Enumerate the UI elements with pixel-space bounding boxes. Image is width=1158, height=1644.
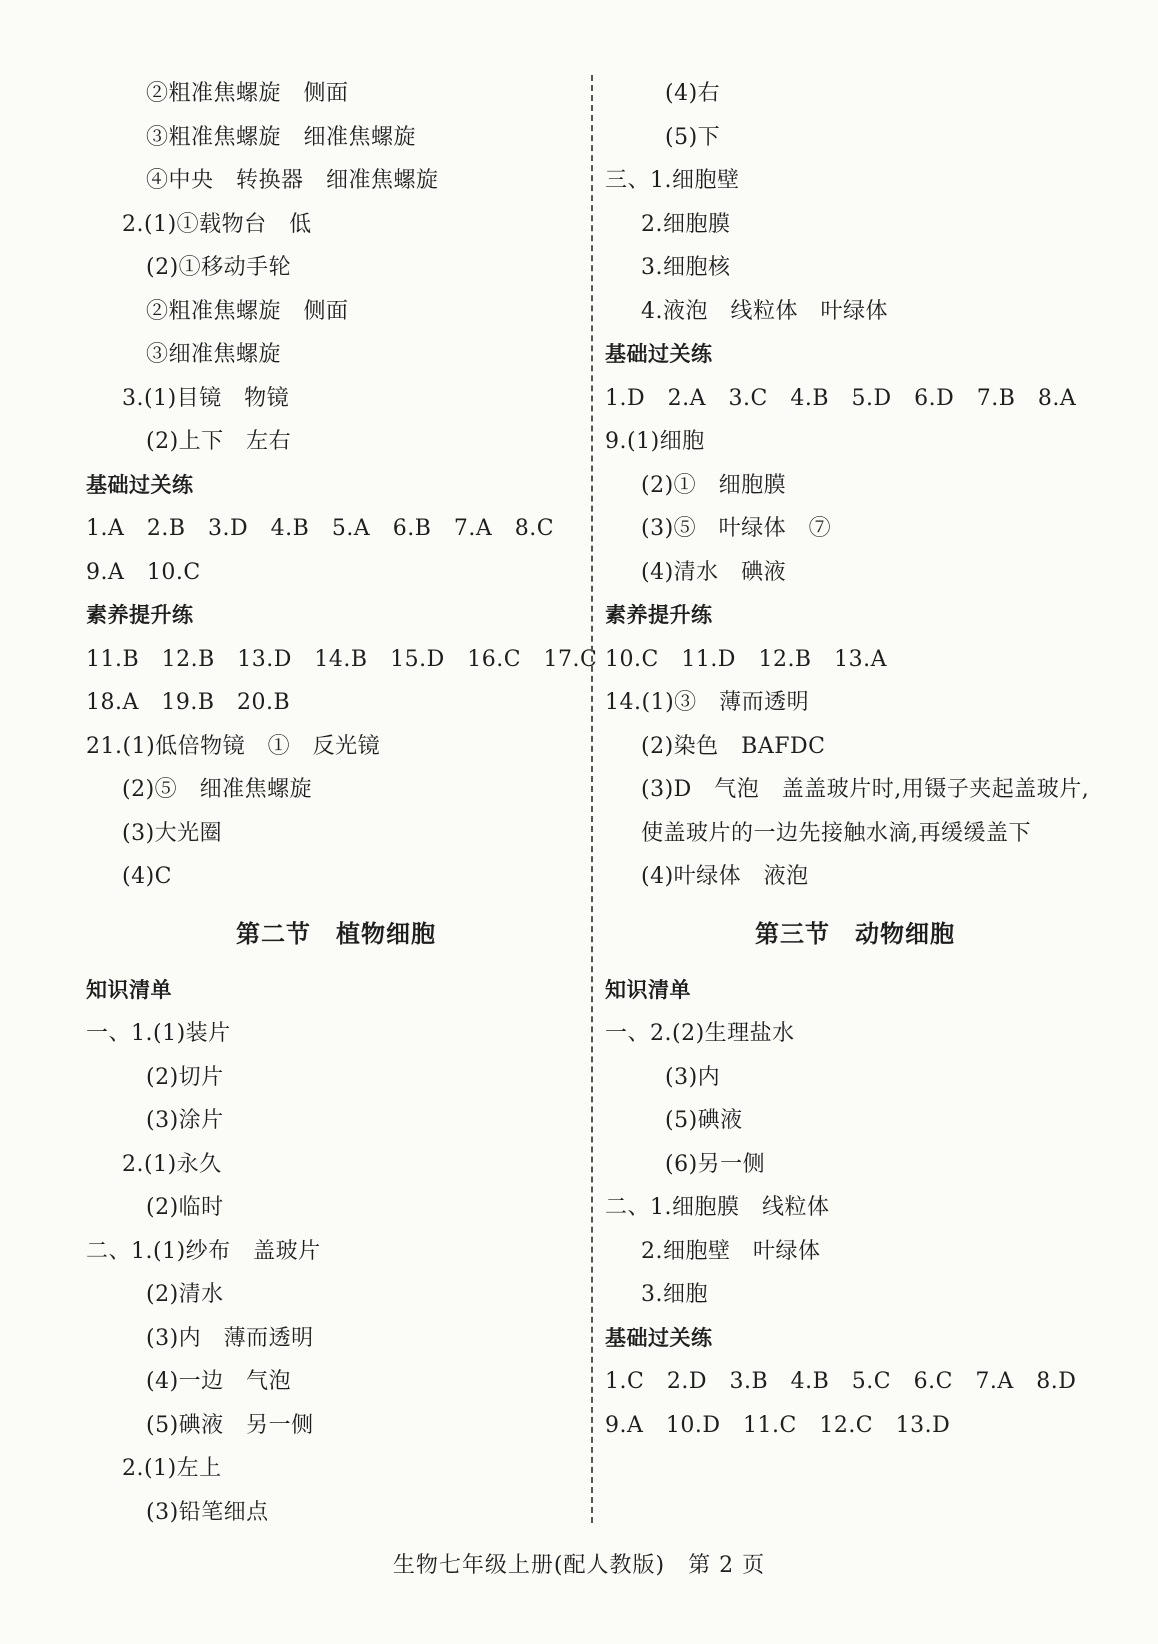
- answer-line: 1.A 2.B 3.D 4.B 5.A 6.B 7.A 8.C: [86, 516, 555, 541]
- page-footer: 生物七年级上册(配人教版) 第 2 页: [392, 1553, 766, 1578]
- answer-line: (5)碘液: [665, 1108, 743, 1133]
- answer-line: (5)下: [665, 124, 721, 150]
- answer-line: (3)内 薄而透明: [146, 1325, 314, 1351]
- answer-line: (2)①移动手轮: [146, 255, 292, 280]
- section-title: 第三节 动物细胞: [755, 919, 955, 948]
- answer-line: 4.液泡 线粒体 叶绿体: [641, 298, 888, 324]
- answer-line: 9.(1)细胞: [605, 429, 705, 454]
- answer-line: (2)切片: [146, 1064, 224, 1090]
- subsection-heading: 知识清单: [605, 977, 691, 1002]
- answer-line: (2)上下 左右: [146, 429, 292, 454]
- answer-line: 3.细胞核: [641, 255, 731, 280]
- answer-line: (6)另一侧: [665, 1151, 766, 1177]
- answer-line: 2.(1)①载物台 低: [122, 211, 312, 237]
- answer-line: 18.A 19.B 20.B: [86, 690, 291, 715]
- right-column: [605, 72, 1105, 1447]
- answer-line: 2.(1)左上: [122, 1456, 222, 1481]
- subsection-heading: 基础过关练: [605, 1325, 713, 1350]
- answer-line: 10.C 11.D 12.B 13.A: [605, 646, 887, 672]
- answer-line: (4)右: [665, 81, 721, 106]
- answer-line: (3)大光圈: [122, 820, 223, 846]
- answer-line: 9.A 10.C: [86, 559, 201, 585]
- answer-line: 二、1.细胞膜 线粒体: [605, 1195, 830, 1220]
- answer-line: 2.(1)永久: [122, 1151, 222, 1177]
- answer-line: ③粗准焦螺旋 细准焦螺旋: [146, 124, 417, 150]
- answer-line: 三、1.细胞壁: [605, 168, 740, 193]
- answer-line: 9.A 10.D 11.C 12.C 13.D: [605, 1412, 951, 1438]
- answer-line: ④中央 转换器 细准焦螺旋: [146, 168, 439, 193]
- answer-line: (4)C: [122, 864, 172, 889]
- answer-line: 2.细胞壁 叶绿体: [641, 1238, 821, 1264]
- answer-line: 一、2.(2)生理盐水: [605, 1021, 795, 1046]
- answer-line: 3.(1)目镜 物镜: [122, 385, 290, 411]
- answer-line: (3)⑤ 叶绿体 ⑦: [641, 516, 832, 541]
- column-divider: [591, 75, 593, 1523]
- subsection-heading: 素养提升练: [86, 603, 194, 627]
- subsection-heading: 素养提升练: [605, 603, 713, 627]
- answer-line: 二、1.(1)纱布 盖玻片: [86, 1238, 321, 1264]
- answer-line: (2)染色 BAFDC: [641, 733, 826, 759]
- answer-line: (2)⑤ 细准焦螺旋: [122, 777, 313, 802]
- answer-line: 1.D 2.A 3.C 4.B 5.D 6.D 7.B 8.A: [605, 385, 1077, 411]
- subsection-heading: 基础过关练: [605, 342, 713, 366]
- answer-line: 1.C 2.D 3.B 4.B 5.C 6.C 7.A 8.D: [605, 1369, 1077, 1394]
- subsection-heading: 知识清单: [86, 977, 172, 1002]
- answer-line: (3)D 气泡 盖盖玻片时,用镊子夹起盖玻片,使盖玻片的一边先接触水滴,再缓缓盖下: [641, 777, 1090, 846]
- answer-line: 一、1.(1)装片: [86, 1021, 231, 1046]
- answer-line: (3)铅笔细点: [146, 1499, 269, 1525]
- section-title: 第二节 植物细胞: [236, 919, 436, 948]
- answer-line: (3)涂片: [146, 1108, 224, 1133]
- answer-line: (3)内: [665, 1064, 721, 1090]
- answer-line: (2)清水: [146, 1282, 224, 1307]
- answer-line: (4)叶绿体 液泡: [641, 864, 809, 889]
- answer-line: 11.B 12.B 13.D 14.B 15.D 16.C 17.C: [86, 646, 598, 672]
- answer-line: (4)一边 气泡: [146, 1369, 292, 1394]
- answer-line: ②粗准焦螺旋 侧面: [146, 81, 349, 106]
- answer-line: (5)碘液 另一侧: [146, 1412, 314, 1438]
- answer-line: (2)临时: [146, 1195, 224, 1220]
- answer-line: (2)① 细胞膜: [641, 472, 787, 498]
- answer-line: 21.(1)低倍物镜 ① 反光镜: [86, 733, 381, 759]
- answer-line: ②粗准焦螺旋 侧面: [146, 298, 349, 324]
- answer-line: 14.(1)③ 薄而透明: [605, 690, 810, 715]
- answer-line: 3.细胞: [641, 1282, 708, 1307]
- answer-line: ③细准焦螺旋: [146, 342, 282, 367]
- left-column: [86, 72, 598, 1534]
- subsection-heading: 基础过关练: [86, 472, 194, 497]
- answer-line: 2.细胞膜: [641, 211, 731, 237]
- answer-line: (4)清水 碘液: [641, 559, 787, 585]
